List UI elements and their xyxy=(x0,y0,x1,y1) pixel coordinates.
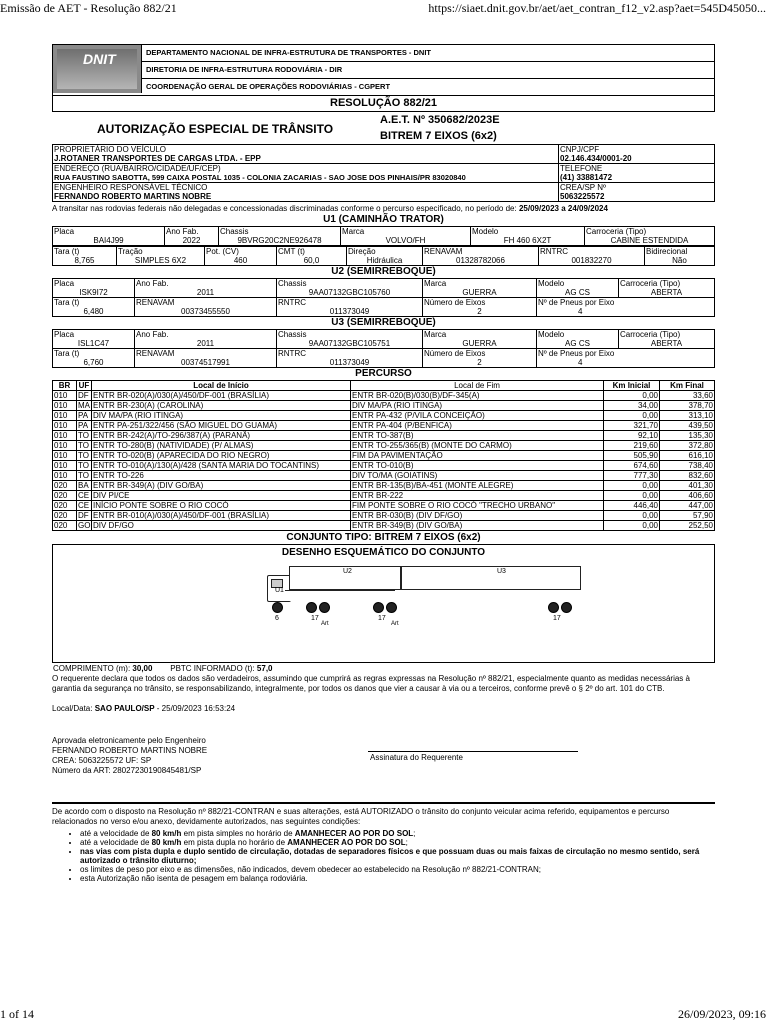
u1-tara: 8,765 xyxy=(74,256,95,265)
u2-pneus: 4 xyxy=(578,307,583,316)
local-label: Local/Data: xyxy=(52,704,93,713)
u1-schematic-label: U1 xyxy=(275,587,284,594)
u2-modelo-label: Modelo xyxy=(538,279,565,288)
percurso-cell-fim: ENTR TO-010(B) xyxy=(351,461,604,471)
conditions-list xyxy=(52,829,715,883)
axle-group-label-3: 17 xyxy=(378,615,386,622)
aprovacao-line-1: Aprovada eletronicamente pelo Engenheiro xyxy=(52,736,206,745)
page-indicator: 1 of 14 xyxy=(0,1007,34,1021)
wheel-axle-2 xyxy=(306,602,317,613)
u2-marca-label: Marca xyxy=(424,279,447,288)
table-row xyxy=(53,481,715,491)
u2-rntrc-label: RNTRC xyxy=(278,298,306,307)
cnpj-value: 02.146.434/0001-20 xyxy=(560,154,632,163)
endereco-label: ENDEREÇO (RUA/BAIRRO/CIDADE/UF/CEP) xyxy=(54,164,221,173)
axle-group-label-4: 17 xyxy=(553,615,561,622)
u1-title: U1 (CAMINHÃO TRATOR) xyxy=(323,214,444,225)
agency-names xyxy=(142,45,714,95)
pbtc-label: PBTC INFORMADO (t): xyxy=(170,664,255,673)
percurso-cell-uf: TO xyxy=(77,461,92,471)
dnit-logo xyxy=(53,45,142,93)
u2-eixos: 2 xyxy=(477,307,482,316)
telefone-label: TELEFONE xyxy=(560,164,603,173)
u1-pot-label: Pot. (CV) xyxy=(206,247,239,256)
assinatura-label: Assinatura do Requerente xyxy=(370,753,463,762)
u2-placa-label: Placa xyxy=(54,279,75,288)
browser-page-title: Emissão de AET - Resolução 882/21 xyxy=(0,1,177,15)
articulation-label-1: Art xyxy=(321,621,329,627)
pbtc-value: 57,0 xyxy=(256,664,273,673)
engenheiro-label: ENGENHEIRO RESPONSÁVEL TÉCNICO xyxy=(54,183,208,192)
period-note xyxy=(52,204,715,214)
table-row xyxy=(53,511,715,521)
percurso-cell-br: 020 xyxy=(53,481,77,491)
percurso-cell-fim: ENTR BR-030(B) (DIV DF/GO) xyxy=(351,511,604,521)
percurso-cell-uf: TO xyxy=(77,471,92,481)
u1-placa-label: Placa xyxy=(54,227,75,236)
signature-line xyxy=(368,751,578,752)
percurso-cell-br: 010 xyxy=(53,451,77,461)
u2-renavam: 00373455550 xyxy=(181,307,230,316)
percurso-cell-inicio: DIV DF/GO xyxy=(92,521,351,531)
percurso-cell-inicio: ENTR BR-020(A)/030(A)/450/DF-001 (BRASÍLIA) xyxy=(92,391,351,401)
aprovacao-line-2: FERNANDO ROBERTO MARTINS NOBRE xyxy=(52,746,208,755)
percurso-cell-km-final: 406,60 xyxy=(660,491,715,501)
percurso-cell-km-inicial: 446,40 xyxy=(604,501,660,511)
percurso-title: PERCURSO xyxy=(355,368,412,379)
percurso-cell-km-final: 616,10 xyxy=(660,451,715,461)
u1-pot: 460 xyxy=(233,256,248,265)
u1-modelo: FH 460 6X2T xyxy=(503,236,552,245)
u1-table-2 xyxy=(52,246,715,266)
cnpj-label: CNPJ/CPF xyxy=(560,145,600,154)
u1-chassis-label: Chassis xyxy=(220,227,249,236)
percurso-cell-km-inicial: 321,70 xyxy=(604,421,660,431)
autorizacao-text: De acordo com o disposto na Resolução nº 882/21-CONTRAN e suas alterações, está AUTORIZADO o trânsito do conjunto veicular acima referido, equipamentos e percurso relacionados no verso e/ou anexo, devidamente autorizados, nas seguintes condições: xyxy=(52,807,670,826)
crea-value: 5063225572 xyxy=(560,192,605,201)
percurso-cell-fim: FIM PONTE SOBRE O RIO COCÓ "TRECHO URBANO" xyxy=(351,501,604,511)
percurso-cell-km-inicial: 34,00 xyxy=(604,401,660,411)
wheel-axle-3 xyxy=(319,602,330,613)
u1-cmt: 60,0 xyxy=(303,256,320,265)
u3-marca-label: Marca xyxy=(424,330,447,339)
engenheiro-value: FERNANDO ROBERTO MARTINS NOBRE xyxy=(54,192,212,201)
schematic-title: DESENHO ESQUEMÁTICO DO CONJUNTO xyxy=(281,547,486,558)
percurso-cell-br: 020 xyxy=(53,511,77,521)
comprimento-label: COMPRIMENTO (m): xyxy=(53,664,131,673)
print-datetime: 26/09/2023, 09:16 xyxy=(677,1007,766,1021)
u2-renavam-label: RENAVAM xyxy=(136,298,175,307)
percurso-cell-inicio: ENTR TO-010(A)/130(A)/428 (SANTA MARIA DO TOCANTINS) xyxy=(92,461,351,471)
u1-bidirecional: Não xyxy=(672,256,687,265)
percurso-cell-br: 020 xyxy=(53,521,77,531)
u2-chassis: 9AA07132GBC105760 xyxy=(308,288,391,297)
percurso-cell-km-final: 135,30 xyxy=(660,431,715,441)
condition-item: • esta Autorização não isenta de pesagem em balança rodoviária. xyxy=(80,874,715,883)
proprietario-value: J.ROTANER TRANSPORTES DE CARGAS LTDA. - EPP xyxy=(54,154,261,163)
percurso-header-inicio: Local de Início xyxy=(92,381,351,391)
percurso-cell-br: 010 xyxy=(53,471,77,481)
percurso-cell-uf: DF xyxy=(77,511,92,521)
percurso-cell-km-inicial: 777,30 xyxy=(604,471,660,481)
percurso-cell-br: 010 xyxy=(53,441,77,451)
u3-modelo: AG CS xyxy=(565,339,590,348)
u3-renavam-label: RENAVAM xyxy=(136,349,175,358)
endereco-value: RUA FAUSTINO SABOTTA, 599 CAIXA POSTAL 1035 - COLONIA ZACARIAS - SAO JOSE DOS PINHAIS/PR 83020840 xyxy=(54,173,466,182)
u1-ano: 2022 xyxy=(182,236,201,245)
u3-renavam: 00374517991 xyxy=(181,358,230,367)
org-dir: DIRETORIA DE INFRA-ESTRUTURA RODOVIÁRIA - DIR xyxy=(142,62,714,79)
percurso-cell-km-final: 401,30 xyxy=(660,481,715,491)
u3-chassis: 9AA07132GBC105751 xyxy=(308,339,391,348)
u3-table xyxy=(52,329,715,368)
table-row xyxy=(53,451,715,461)
percurso-cell-km-inicial: 92,10 xyxy=(604,431,660,441)
local-value: SAO PAULO/SP xyxy=(94,704,155,713)
u1-direcao-label: Direção xyxy=(348,247,376,256)
percurso-cell-fim: ENTR TO-387(B) xyxy=(351,431,604,441)
condition-item: • até a velocidade de 80 km/h em pista simples no horário de AMANHECER AO POR DO SOL; xyxy=(80,829,715,838)
u1-rntrc: 001832270 xyxy=(571,256,612,265)
u3-tara: 6,760 xyxy=(83,358,104,367)
u3-placa: ISL1C47 xyxy=(77,339,110,348)
u1-marca: VOLVO/FH xyxy=(385,236,426,245)
percurso-cell-km-inicial: 0,00 xyxy=(604,491,660,501)
percurso-cell-km-final: 378,70 xyxy=(660,401,715,411)
percurso-cell-uf: DF xyxy=(77,391,92,401)
percurso-cell-br: 010 xyxy=(53,431,77,441)
percurso-cell-km-final: 57,90 xyxy=(660,511,715,521)
u3-schematic-label: U3 xyxy=(497,568,506,575)
percurso-cell-fim: ENTR BR-222 xyxy=(351,491,604,501)
u3-placa-label: Placa xyxy=(54,330,75,339)
aprovacao-line-3: CREA: 5063225572 UF: SP xyxy=(52,756,152,765)
percurso-cell-br: 010 xyxy=(53,411,77,421)
u2-chassis-label: Chassis xyxy=(278,279,307,288)
percurso-header-uf: UF xyxy=(77,381,92,391)
table-row xyxy=(53,521,715,531)
dnit-logo-text: DNIT xyxy=(83,51,116,67)
u3-carroceria: ABERTA xyxy=(650,339,683,348)
wheel-axle-4 xyxy=(373,602,384,613)
percurso-rows xyxy=(53,391,715,531)
percurso-cell-km-final: 447,00 xyxy=(660,501,715,511)
proprietario-label: PROPRIETÁRIO DO VEÍCULO xyxy=(54,145,167,154)
declaracao-text: O requerente declara que todos os dados são verdadeiros, assumindo que cumprirá as regras expressas na Resolução nº 882/21, especialmente quanto as medidas necessárias à garantia da segurança no trânsito, se responsabilizando, integralmente, por todos os danos que vier a causar à via ou a terceiros, conforme prevê o § 2º do art. 101 do CTB. xyxy=(52,674,690,693)
percurso-cell-uf: TO xyxy=(77,431,92,441)
u3-ano-label: Ano Fab. xyxy=(136,330,169,339)
percurso-cell-km-final: 313,10 xyxy=(660,411,715,421)
percurso-cell-fim: ENTR BR-135(B)/BA-451 (MONTE ALEGRE) xyxy=(351,481,604,491)
percurso-cell-uf: BA xyxy=(77,481,92,491)
u1-tracao: SIMPLES 6X2 xyxy=(134,256,187,265)
table-row xyxy=(53,471,715,481)
u3-pneus: 4 xyxy=(578,358,583,367)
comprimento-value: 30,00 xyxy=(132,664,153,673)
table-row xyxy=(53,411,715,421)
telefone-value: (41) 33881472 xyxy=(560,173,613,182)
table-row xyxy=(53,461,715,471)
percurso-cell-inicio: ENTR BR-230(A) (CAROLINA) xyxy=(92,401,351,411)
percurso-cell-fim: ENTR PA-432 (P/VILA CONCEIÇÃO) xyxy=(351,411,604,421)
u1-ano-label: Ano Fab. xyxy=(166,227,199,236)
percurso-cell-uf: TO xyxy=(77,451,92,461)
u3-carroceria-label: Carroceria (Tipo) xyxy=(620,330,681,339)
percurso-cell-br: 010 xyxy=(53,461,77,471)
u1-tracao-label: Tração xyxy=(118,247,143,256)
percurso-cell-uf: TO xyxy=(77,441,92,451)
table-row xyxy=(53,431,715,441)
percurso-cell-inicio: INÍCIO PONTE SOBRE O RIO COCÓ xyxy=(92,501,351,511)
u1-bidirecional-label: Bidirecional xyxy=(646,247,688,256)
percurso-cell-fim: ENTR PA-404 (P/BENFICA) xyxy=(351,421,604,431)
table-row xyxy=(53,441,715,451)
u3-eixos: 2 xyxy=(477,358,482,367)
condition-item: • até a velocidade de 80 km/h em pista dupla no horário de AMANHECER AO POR DO SOL; xyxy=(80,838,715,847)
u3-chassis-label: Chassis xyxy=(278,330,307,339)
u2-carroceria: ABERTA xyxy=(650,288,683,297)
u1-tara-label: Tara (t) xyxy=(54,247,80,256)
percurso-cell-fim: ENTR BR-020(B)/030(B)/DF-345(A) xyxy=(351,391,604,401)
aet-title-block xyxy=(52,112,715,144)
u2-schematic-label: U2 xyxy=(343,568,352,575)
table-row xyxy=(53,491,715,501)
percurso-cell-br: 010 xyxy=(53,401,77,411)
u3-ano: 2011 xyxy=(196,339,215,348)
browser-url: https://siaet.dnit.gov.br/aet/aet_contran_f12_v2.asp?aet=545D45050... xyxy=(428,1,766,15)
condition-item: • os limites de peso por eixo e as dimensões, não indicados, devem obedecer ao estabelecido na Resolução nº 882/21-CONTRAN; xyxy=(80,865,715,874)
percurso-cell-inicio: DIV MA/PA (RIO ITINGA) xyxy=(92,411,351,421)
percurso-cell-br: 020 xyxy=(53,491,77,501)
u2-tara-label: Tara (t) xyxy=(54,298,80,307)
percurso-cell-inicio: ENTR BR-349(A) (DIV GO/BA) xyxy=(92,481,351,491)
percurso-cell-inicio: DIV PI/CE xyxy=(92,491,351,501)
u2-carroceria-label: Carroceria (Tipo) xyxy=(620,279,681,288)
u1-placa: BAI4J99 xyxy=(93,236,124,245)
u3-eixos-label: Número de Eixos xyxy=(424,349,486,358)
u1-marca-label: Marca xyxy=(342,227,365,236)
aet-number: A.E.T. Nº 350682/2023E xyxy=(380,114,500,126)
percurso-cell-inicio: ENTR BR-010(A)/030(A)/450/DF-001 (BRASÍLIA) xyxy=(92,511,351,521)
wheel-axle-5 xyxy=(386,602,397,613)
data-value: - 25/09/2023 16:53:24 xyxy=(156,704,236,713)
u3-body xyxy=(401,566,581,590)
u3-pneus-label: Nº de Pneus por Eixo xyxy=(538,349,615,358)
percurso-cell-km-inicial: 674,60 xyxy=(604,461,660,471)
percurso-header-br: BR xyxy=(53,381,77,391)
u3-tara-label: Tara (t) xyxy=(54,349,80,358)
u1-renavam-label: RENAVAM xyxy=(424,247,463,256)
percurso-cell-inicio: ENTR BR-242(A)/TO-296/387(A) (PARANÃ) xyxy=(92,431,351,441)
percurso-cell-km-inicial: 0,00 xyxy=(604,411,660,421)
u2-ano-label: Ano Fab. xyxy=(136,279,169,288)
u2-title: U2 (SEMIRREBOQUE) xyxy=(331,266,436,277)
u2-ano: 2011 xyxy=(196,288,215,297)
u1-modelo-label: Modelo xyxy=(472,227,499,236)
crea-label: CREA/SP Nº xyxy=(560,183,606,192)
articulation-label-2: Art xyxy=(391,621,399,627)
percurso-cell-inicio: ENTR TO-280(B) (NATIVIDADE) (P/ ALMAS) xyxy=(92,441,351,451)
u2-table xyxy=(52,278,715,317)
u2-modelo: AG CS xyxy=(565,288,590,297)
percurso-header-km-inicial: Km Inicial xyxy=(604,381,660,391)
period-range: 25/09/2023 a 24/09/2024 xyxy=(518,204,608,213)
aet-document xyxy=(52,44,715,883)
percurso-cell-fim: DIV TO/MA (GOIATINS) xyxy=(351,471,604,481)
u3-title: U3 (SEMIRREBOQUE) xyxy=(331,317,436,328)
percurso-cell-km-inicial: 0,00 xyxy=(604,391,660,401)
signature-area xyxy=(52,736,715,798)
percurso-cell-br: 010 xyxy=(53,391,77,401)
percurso-cell-km-inicial: 505,90 xyxy=(604,451,660,461)
percurso-cell-km-final: 738,40 xyxy=(660,461,715,471)
agency-header xyxy=(52,44,715,96)
percurso-cell-km-inicial: 0,00 xyxy=(604,481,660,491)
wheel-axle-6 xyxy=(548,602,559,613)
percurso-cell-fim: ENTR BR-349(B) (DIV GO/BA) xyxy=(351,521,604,531)
u2-rntrc: 011373049 xyxy=(329,307,370,316)
u3-rntrc: 011373049 xyxy=(329,358,370,367)
percurso-header-km-final: Km Final xyxy=(660,381,715,391)
u2-tara: 6,480 xyxy=(83,307,104,316)
percurso-cell-km-final: 832,60 xyxy=(660,471,715,481)
percurso-header-fim: Local de Fim xyxy=(351,381,604,391)
aprovacao-line-4: Número da ART: 28027230190845481/SP xyxy=(52,766,202,775)
percurso-cell-uf: CE xyxy=(77,501,92,511)
percurso-cell-inicio: ENTR TO-226 xyxy=(92,471,351,481)
u1-carroceria-label: Carroceria (Tipo) xyxy=(586,227,647,236)
table-row xyxy=(53,421,715,431)
wheel-axle-1 xyxy=(272,602,283,613)
percurso-cell-fim: FIM DA PAVIMENTAÇÃO xyxy=(351,451,604,461)
percurso-cell-uf: GO xyxy=(78,521,91,530)
percurso-cell-fim: DIV MA/PA (RIO ITINGA) xyxy=(351,401,604,411)
u1-table xyxy=(52,226,715,246)
autorizacao-title: AUTORIZAÇÃO ESPECIAL DE TRÂNSITO xyxy=(97,122,334,136)
percurso-cell-km-inicial: 0,00 xyxy=(604,511,660,521)
percurso-cell-km-final: 252,50 xyxy=(660,521,715,531)
table-row xyxy=(53,501,715,511)
u2-eixos-label: Número de Eixos xyxy=(424,298,486,307)
percurso-cell-km-inicial: 219,60 xyxy=(604,441,660,451)
local-data xyxy=(52,704,715,714)
u1-rntrc-label: RNTRC xyxy=(540,247,568,256)
u1-cmt-label: CMT (t) xyxy=(278,247,305,256)
axle-group-label-2: 17 xyxy=(311,615,319,622)
org-dnit: DEPARTAMENTO NACIONAL DE INFRA-ESTRUTURA DE TRANSPORTES - DNIT xyxy=(142,45,714,62)
table-row xyxy=(53,401,715,411)
u2-placa: ISK9I72 xyxy=(79,288,108,297)
conjunto-title: CONJUNTO TIPO: BITREM 7 EIXOS (6x2) xyxy=(286,532,481,543)
org-cgpert: COORDENAÇÃO GERAL DE OPERAÇÕES RODOVIÁRIAS - CGPERT xyxy=(146,82,391,91)
u3-marca: GUERRA xyxy=(462,339,497,348)
percurso-cell-km-final: 33,60 xyxy=(660,391,715,401)
percurso-table xyxy=(52,380,715,531)
percurso-cell-km-final: 372,80 xyxy=(660,441,715,451)
axle-group-label-1: 6 xyxy=(275,615,279,622)
percurso-cell-uf: PA xyxy=(77,411,92,421)
wheel-axle-7 xyxy=(561,602,572,613)
u1-chassis: 9BVRG20C2NE926478 xyxy=(237,236,322,245)
percurso-cell-br: 020 xyxy=(53,501,77,511)
aet-type: BITREM 7 EIXOS (6x2) xyxy=(380,130,497,142)
condition-item xyxy=(80,847,715,865)
u1-direcao: Hidráulica xyxy=(366,256,403,265)
u2-pneus-label: Nº de Pneus por Eixo xyxy=(538,298,615,307)
autorizacao-section xyxy=(52,802,715,883)
u1-carroceria: CABINE ESTENDIDA xyxy=(610,236,689,245)
percurso-cell-inicio: ENTR PA-251/322/456 (SÃO MIGUEL DO GUAMÁ) xyxy=(92,421,351,431)
u3-modelo-label: Modelo xyxy=(538,330,565,339)
u1-renavam: 01328782066 xyxy=(456,256,505,265)
percurso-cell-fim: ENTR TO-255/365(B) (MONTE DO CARMO) xyxy=(351,441,604,451)
owner-table xyxy=(52,144,715,202)
percurso-cell-br: 010 xyxy=(53,421,77,431)
percurso-cell-km-final: 439,50 xyxy=(660,421,715,431)
table-row xyxy=(53,391,715,401)
resolucao-title: RESOLUÇÃO 882/21 xyxy=(52,96,715,112)
u2-marca: GUERRA xyxy=(462,288,497,297)
percurso-cell-inicio: ENTR TO-020(B) (APARECIDA DO RIO NEGRO) xyxy=(92,451,351,461)
tractor-frame xyxy=(285,590,395,601)
percurso-cell-uf: MA xyxy=(78,401,90,410)
schematic-box xyxy=(52,544,715,673)
period-text: A transitar nas rodovias federais não delegadas e concessionadas discriminadas conforme o percurso especificado, no período de: xyxy=(52,204,517,213)
percurso-cell-km-inicial: 0,00 xyxy=(604,521,660,531)
condition-3-text: nas vias com pista dupla e duplo sentido de circulação, dotadas de separadores físicos e que possuam duas ou mais faixas de circulação no mesmo sentido, será autorizado o trânsito diuturno; xyxy=(80,847,700,865)
percurso-cell-uf: PA xyxy=(77,421,92,431)
u3-rntrc-label: RNTRC xyxy=(278,349,306,358)
dimensions-line xyxy=(53,664,273,673)
percurso-cell-uf: CE xyxy=(77,491,92,501)
